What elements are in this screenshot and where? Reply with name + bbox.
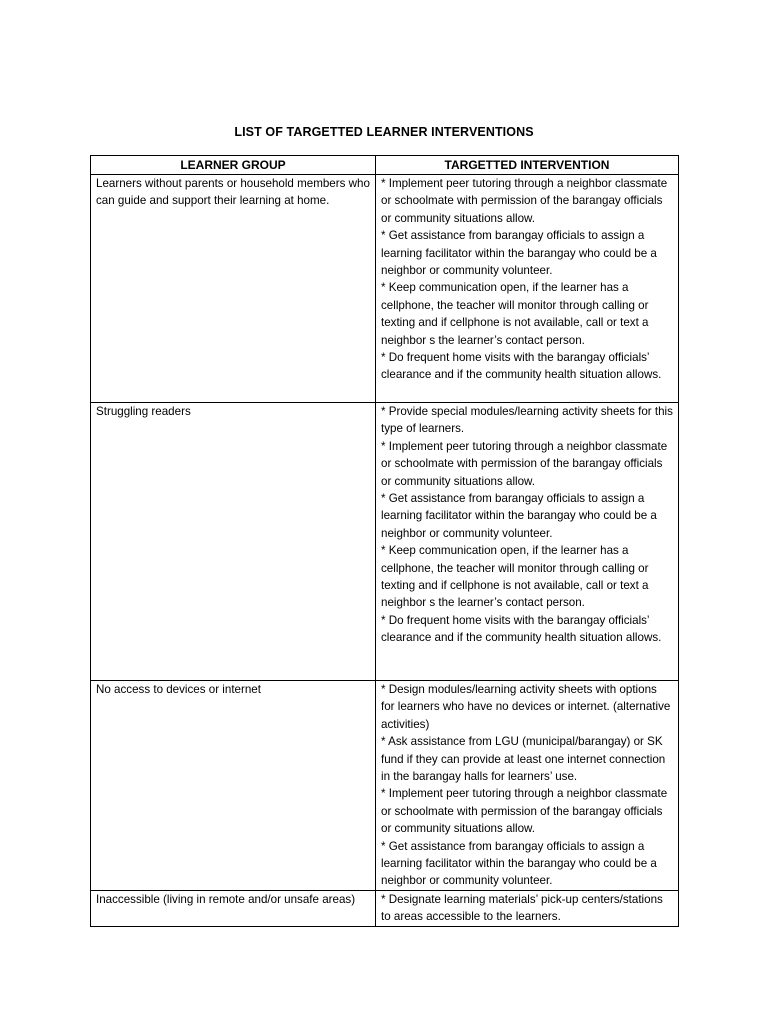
intervention-item: * Do frequent home visits with the barangay officials’ clearance and if the community health situation allows. [381, 613, 662, 645]
learner-group-text: Learners without parents or household members who can guide and support their learning at home. [96, 177, 370, 208]
intervention-cell [376, 681, 679, 891]
intervention-item: * Keep communication open, if the learner has a cellphone, the teacher will monitor through calling or texting and if cellphone is not available, call or text a neighbor s the learner’s contact person. [381, 281, 649, 347]
intervention-item: * Ask assistance from LGU (municipal/barangay) or SK fund if they can provide at least one internet connection in the barangay halls for learners’ use. [381, 735, 666, 784]
table-row [91, 891, 679, 927]
document-title: LIST OF TARGETTED LEARNER INTERVENTIONS [234, 125, 534, 139]
intervention-item: * Get assistance from barangay officials to assign a learning facilitator within the barangay who could be a neighbor or community volunteer. [381, 492, 657, 540]
intervention-item: * Implement peer tutoring through a neighbor classmate or schoolmate with permission of the barangay officials or community situations allow. [381, 177, 668, 225]
interventions-table [90, 155, 679, 927]
header-targetted-intervention: TARGETTED INTERVENTION [376, 156, 679, 175]
table-header-row [91, 156, 679, 175]
intervention-cell [376, 403, 679, 681]
table-row [91, 175, 679, 403]
learner-group-cell [91, 681, 376, 891]
intervention-cell [376, 891, 679, 927]
intervention-item: * Provide special modules/learning activity sheets for this type of learners. [381, 405, 673, 436]
learner-group-text: Inaccessible (living in remote and/or unsafe areas) [96, 893, 356, 906]
intervention-item: * Design modules/learning activity sheets with options for learners who have no devices or internet. (alternative activities) [381, 683, 671, 731]
learner-group-text: Struggling readers [96, 405, 191, 418]
learner-group-text: No access to devices or internet [96, 683, 261, 696]
table-row [91, 681, 679, 891]
intervention-item: * Implement peer tutoring through a neighbor classmate or schoolmate with permission of the barangay officials or community situations allow. [381, 787, 668, 836]
intervention-item: * Get assistance from barangay officials to assign a learning facilitator within the barangay who could be a neighbor or community volunteer. [381, 229, 657, 278]
intervention-cell [376, 175, 679, 403]
intervention-item: * Implement peer tutoring through a neighbor classmate or schoolmate with permission of the barangay officials or community situations allow. [381, 439, 668, 488]
table-row [91, 403, 679, 681]
learner-group-cell [91, 891, 376, 927]
intervention-item: * Keep communication open, if the learner has a cellphone, the teacher will monitor through calling or texting and if cellphone is not available, call or text a neighbor s the learner’s contact person. [381, 544, 649, 610]
intervention-item: * Do frequent home visits with the barangay officials’ clearance and if the community health situation allows. [381, 351, 662, 382]
learner-group-cell [91, 175, 376, 403]
intervention-item: * Designate learning materials’ pick-up centers/stations to areas accessible to the learners. [381, 893, 663, 924]
learner-group-cell [91, 403, 376, 681]
intervention-item: * Get assistance from barangay officials to assign a learning facilitator within the barangay who could be a neighbor or community volunteer. [381, 839, 657, 888]
header-learner-group: LEARNER GROUP [91, 156, 376, 175]
